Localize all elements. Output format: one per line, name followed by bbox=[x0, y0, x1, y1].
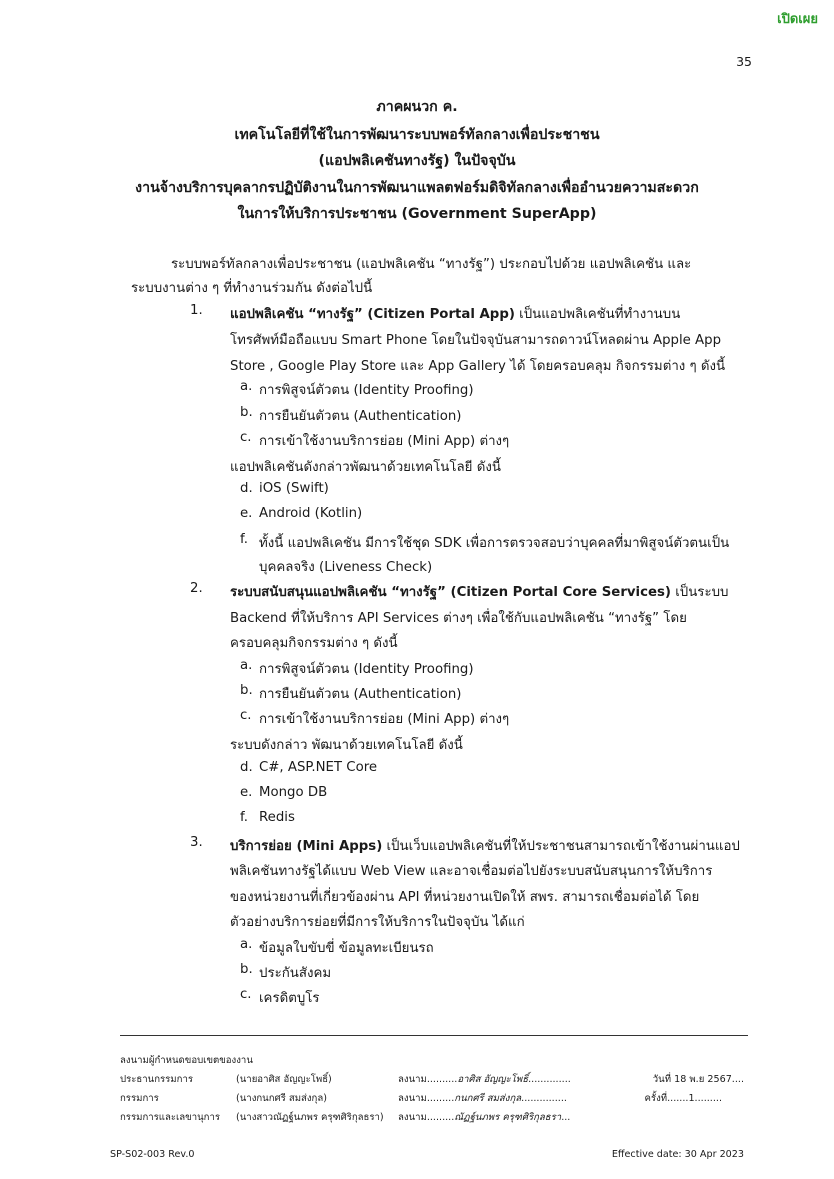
list-letter: f. bbox=[240, 810, 248, 825]
sign-label: ลงนาม.......... bbox=[398, 1074, 458, 1085]
title-line-3: (แอปพลิเคชันทางรัฐ) ในปัจจุบัน bbox=[318, 153, 516, 169]
title-line-2: เทคโนโลยีที่ใช้ในการพัฒนาระบบพอร์ทัลกลางเพื่อประชาชน bbox=[234, 127, 600, 143]
list-item: Mongo DB bbox=[259, 785, 328, 800]
section-number: 3. bbox=[190, 835, 203, 850]
section-text: ครอบคลุมกิจกรรมต่าง ๆ ดังนี้ bbox=[230, 636, 398, 651]
signature-line bbox=[398, 1110, 570, 1125]
section-subheading: แอปพลิเคชันดังกล่าวพัฒนาด้วยเทคโนโลยี ดังนี้ bbox=[230, 460, 501, 475]
list-item: การเข้าใช้งานบริการย่อย (Mini App) ต่างๆ bbox=[259, 712, 510, 727]
list-item: iOS (Swift) bbox=[259, 481, 329, 496]
list-letter: e. bbox=[240, 506, 253, 521]
sign-dots: ... bbox=[561, 1112, 571, 1123]
list-item-continuation: บุคคลจริง (Liveness Check) bbox=[259, 560, 433, 575]
title-line-5: ในการให้บริการประชาชน (Government SuperApp) bbox=[237, 206, 597, 222]
list-letter: b. bbox=[240, 962, 253, 977]
section-heading-bold: ระบบสนับสนุนแอปพลิเคชัน “ทางรัฐ” (Citizen Portal Core Services) bbox=[230, 585, 671, 600]
list-letter: c. bbox=[240, 708, 252, 723]
list-letter: c. bbox=[240, 987, 252, 1002]
list-item: การยืนยันตัวตน (Authentication) bbox=[259, 687, 462, 702]
document-code: SP-S02-003 Rev.0 bbox=[110, 1149, 195, 1160]
divider bbox=[120, 1035, 748, 1036]
section-text: Store , Google Play Store และ App Gallery ได้ โดยครอบคลุม กิจกรรมต่าง ๆ ดังนี้ bbox=[230, 359, 726, 374]
list-item: การพิสูจน์ตัวตน (Identity Proofing) bbox=[259, 662, 474, 677]
effective-date: Effective date: 30 Apr 2023 bbox=[611, 1149, 744, 1160]
section-heading-rest: เป็นระบบ bbox=[671, 585, 729, 600]
signer-role: ประธานกรรมการ bbox=[120, 1074, 193, 1085]
meeting-number-field: ครั้งที่.......1......... bbox=[644, 1093, 722, 1104]
signer-role: กรรมการ bbox=[120, 1093, 159, 1104]
section-text: ของหน่วยงานที่เกี่ยวข้องผ่าน API ที่หน่วยงานเปิดให้ สพร. สามารถเชื่อมต่อได้ โดย bbox=[230, 890, 700, 905]
section-heading-bold: แอปพลิเคชัน “ทางรัฐ” (Citizen Portal App) bbox=[230, 307, 515, 322]
list-letter: a. bbox=[240, 658, 253, 673]
section-number: 2. bbox=[190, 581, 203, 596]
list-item: การเข้าใช้งานบริการย่อย (Mini App) ต่างๆ bbox=[259, 434, 510, 449]
title-line-4: งานจ้างบริการบุคลากรปฏิบัติงานในการพัฒนาแพลตฟอร์มดิจิทัลกลางเพื่ออำนวยความสะดวก bbox=[135, 180, 699, 196]
section-heading bbox=[230, 835, 740, 856]
list-letter: b. bbox=[240, 405, 253, 420]
signature-line bbox=[398, 1072, 571, 1087]
sign-label: ลงนาม......... bbox=[398, 1112, 455, 1123]
signer-name: (นางกนกศรี สมส่งกุล) bbox=[236, 1093, 327, 1104]
signature-line bbox=[398, 1091, 567, 1106]
list-letter: e. bbox=[240, 785, 253, 800]
title-line-1: ภาคผนวก ค. bbox=[376, 99, 458, 115]
list-item: Redis bbox=[259, 810, 295, 825]
handwritten-signature: กนกศรี สมส่งกุล bbox=[454, 1093, 522, 1104]
list-item: Android (Kotlin) bbox=[259, 506, 363, 521]
signer-name: (นางสาวณัฏฐ์นภพร ครุฑศิริกุลธรา) bbox=[236, 1112, 384, 1123]
signer-role: กรรมการและเลขานุการ bbox=[120, 1112, 221, 1123]
list-item: ข้อมูลใบขับขี่ ข้อมูลทะเบียนรถ bbox=[259, 941, 434, 956]
section-text: Backend ที่ให้บริการ API Services ต่างๆ เพื่อใช้กับแอปพลิเคชัน “ทางรัฐ” โดย bbox=[230, 611, 687, 626]
classification-label: เปิดเผย bbox=[777, 12, 818, 27]
sign-dots: ............... bbox=[521, 1093, 567, 1104]
list-letter: f. bbox=[240, 532, 248, 547]
list-item: ทั้งนี้ แอปพลิเคชัน มีการใช้ชุด SDK เพื่อการตรวจสอบว่าบุคคลที่มาพิสูจน์ตัวตนเป็น bbox=[259, 536, 730, 551]
section-text: พลิเคชันทางรัฐได้แบบ Web View และอาจเชื่อมต่อไปยังระบบสนับสนุนการให้บริการ bbox=[230, 864, 713, 879]
sign-label: ลงนาม......... bbox=[398, 1093, 455, 1104]
section-subheading: ระบบดังกล่าว พัฒนาด้วยเทคโนโลยี ดังนี้ bbox=[230, 738, 463, 753]
section-heading-bold: บริการย่อย (Mini Apps) bbox=[230, 839, 383, 854]
section-text: โทรศัพท์มือถือแบบ Smart Phone โดยในปัจจุบันสามารถดาวน์โหลดผ่าน Apple App bbox=[230, 333, 722, 348]
list-item: เครดิตบูโร bbox=[259, 991, 320, 1006]
date-field: วันที่ 18 พ.ย 2567.... bbox=[652, 1074, 744, 1085]
list-letter: d. bbox=[240, 481, 253, 496]
list-item: C#, ASP.NET Core bbox=[259, 760, 378, 775]
list-item: การพิสูจน์ตัวตน (Identity Proofing) bbox=[259, 383, 474, 398]
list-letter: a. bbox=[240, 937, 253, 952]
list-letter: c. bbox=[240, 430, 252, 445]
section-heading bbox=[230, 581, 728, 602]
section-heading-rest: เป็นเว็บแอปพลิเคชันที่ให้ประชาชนสามารถเข้าใช้งานผ่านแอป bbox=[382, 839, 740, 854]
list-letter: d. bbox=[240, 760, 253, 775]
list-item: การยืนยันตัวตน (Authentication) bbox=[259, 409, 462, 424]
list-letter: a. bbox=[240, 379, 253, 394]
handwritten-signature: ณัฏฐ์นภพร ครุฑศิริกุลธรา bbox=[454, 1112, 562, 1123]
page-number: 35 bbox=[736, 54, 752, 69]
signer-name: (นายอาศิส อัญญะโพธิ์) bbox=[236, 1074, 332, 1085]
signature-heading: ลงนามผู้กำหนดขอบเขตของงาน bbox=[120, 1055, 253, 1066]
intro-line-1: ระบบพอร์ทัลกลางเพื่อประชาชน (แอปพลิเคชัน “ทางรัฐ”) ประกอบไปด้วย แอปพลิเคชัน และ bbox=[171, 257, 692, 272]
sign-dots: .............. bbox=[528, 1074, 571, 1085]
list-item: ประกันสังคม bbox=[259, 966, 332, 981]
intro-line-2: ระบบงานต่าง ๆ ที่ทำงานร่วมกัน ดังต่อไปนี้ bbox=[131, 281, 373, 296]
section-heading-rest: เป็นแอปพลิเคชันที่ทำงานบน bbox=[514, 307, 681, 322]
list-letter: b. bbox=[240, 683, 253, 698]
handwritten-signature: อาศิส อัญญะโพธิ์ bbox=[457, 1074, 529, 1085]
section-heading bbox=[230, 303, 680, 324]
section-number: 1. bbox=[190, 303, 203, 318]
section-text: ตัวอย่างบริการย่อยที่มีการให้บริการในปัจจุบัน ได้แก่ bbox=[230, 915, 525, 930]
